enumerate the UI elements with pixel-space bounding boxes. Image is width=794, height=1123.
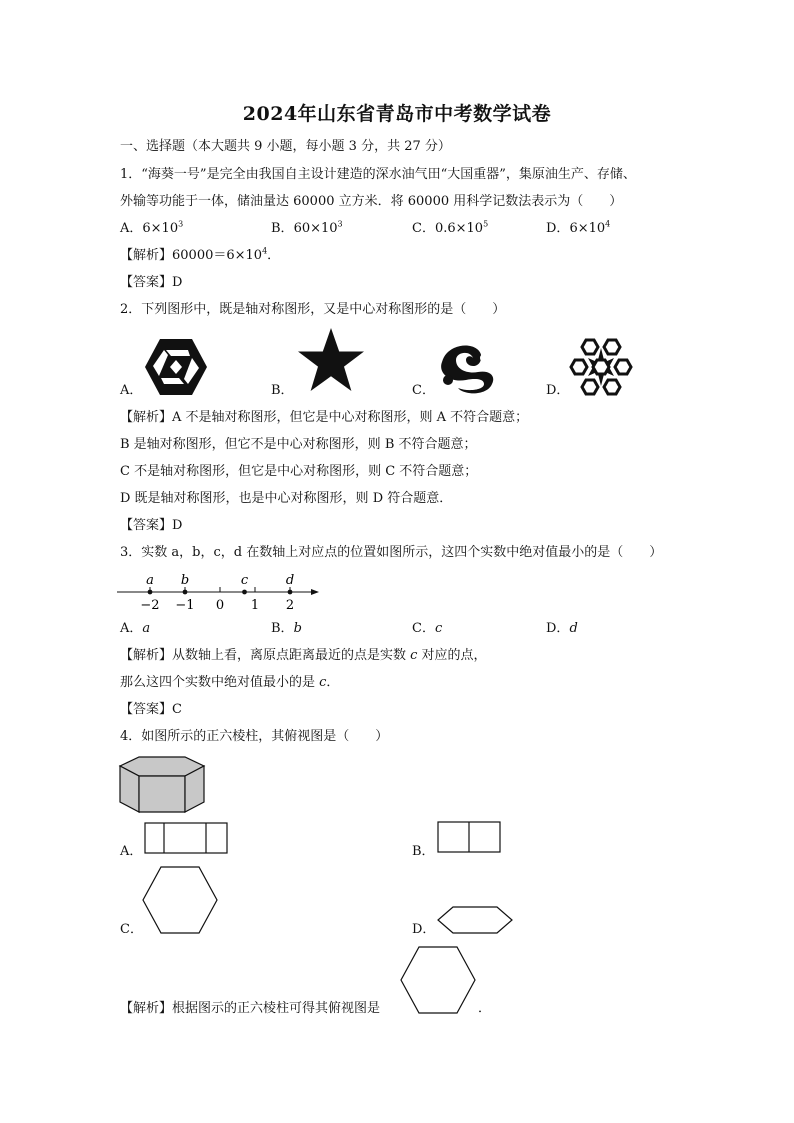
tick-label: 1 bbox=[250, 598, 260, 613]
option-value: 60×10 bbox=[293, 221, 338, 236]
two-rectangles-view bbox=[437, 821, 501, 853]
q4-text: 4．如图所示的正六棱柱，其俯视图是（ ） bbox=[120, 729, 389, 744]
q4-option-d-label: D． bbox=[412, 922, 436, 937]
number-line-point bbox=[288, 590, 293, 595]
point-label: d bbox=[285, 573, 295, 588]
tick-label: 2 bbox=[285, 598, 295, 613]
number-line-point bbox=[242, 590, 247, 595]
q3-option-a bbox=[120, 620, 150, 638]
option-label: D． bbox=[546, 621, 570, 636]
analysis-text: 【解析】从数轴上看，离原点距离最近的点是实数 bbox=[120, 648, 411, 663]
hexagon-swirl-icon bbox=[144, 338, 208, 396]
option-label: D． bbox=[546, 221, 570, 236]
q3-option-d bbox=[546, 620, 578, 638]
hexagon-cluster-icon bbox=[570, 338, 632, 396]
q1-option-c bbox=[412, 220, 488, 238]
option-label: B． bbox=[271, 621, 294, 636]
q2-option-c-label: C． bbox=[412, 383, 435, 398]
option-value: b bbox=[293, 621, 302, 636]
q3-option-c bbox=[412, 620, 442, 638]
analysis-text: 那么这四个实数中绝对值最小的是 bbox=[120, 675, 320, 690]
option-label: C． bbox=[412, 621, 435, 636]
q2-text: 2．下列图形中，既是轴对称图形，又是中心对称图形的是（ ） bbox=[120, 302, 506, 317]
q1-option-b bbox=[271, 220, 343, 238]
q3-text: 3．实数 a，b，c，d 在数轴上对应点的位置如图所示，这四个实数中绝对值最小的是（ ） bbox=[120, 545, 663, 560]
q2-analysis-line1: 【解析】A 不是轴对称图形，但它是中心对称图形，则 A 不符合题意； bbox=[120, 410, 529, 425]
analysis-exponent: 4 bbox=[262, 246, 268, 256]
analysis-end: ． bbox=[267, 248, 281, 263]
q4-analysis bbox=[120, 1000, 380, 1018]
tick-label: −1 bbox=[175, 598, 195, 613]
point-label: a bbox=[146, 573, 154, 588]
star-icon bbox=[296, 327, 366, 393]
section-header: 一、选择题（本大题共 9 小题，每小题 3 分，共 27 分） bbox=[120, 139, 451, 154]
option-value: a bbox=[142, 621, 151, 636]
option-exponent: 3 bbox=[178, 219, 184, 229]
option-exponent: 3 bbox=[337, 219, 343, 229]
q3-option-b bbox=[271, 620, 302, 638]
option-value: d bbox=[569, 621, 578, 636]
tick-label: 0 bbox=[215, 598, 225, 613]
option-value: 6×10 bbox=[142, 221, 179, 236]
q1-analysis bbox=[120, 247, 280, 265]
option-value: 6×10 bbox=[569, 221, 606, 236]
q2-option-b-label: B． bbox=[271, 383, 294, 398]
q2-option-d-label: D． bbox=[546, 383, 570, 398]
swirl-icon bbox=[436, 344, 496, 396]
flat-hexagon-view bbox=[437, 906, 513, 934]
q4-option-a-label: A． bbox=[120, 844, 143, 859]
q3-analysis-line2 bbox=[120, 674, 339, 692]
q3-answer: 【答案】C bbox=[120, 702, 182, 717]
point-label: b bbox=[180, 573, 190, 588]
option-label: B． bbox=[271, 221, 294, 236]
q2-answer: 【答案】D bbox=[120, 518, 183, 533]
q1-text-line1: 1．“海葵一号”是完全由我国自主设计建造的深水油气田“大国重器”，集原油生产、存储、 bbox=[120, 167, 636, 182]
option-label: A． bbox=[120, 221, 143, 236]
analysis-text: ． bbox=[326, 675, 340, 690]
analysis-var: c bbox=[319, 675, 327, 690]
analysis-var: c bbox=[410, 648, 418, 663]
q2-analysis-line2: B 是轴对称图形，但它不是中心对称图形，则 B 不符合题意； bbox=[120, 437, 477, 452]
q1-option-a bbox=[120, 220, 183, 238]
analysis-text: 【解析】60000＝6×10 bbox=[120, 248, 263, 263]
regular-hexagon-view bbox=[142, 866, 218, 934]
option-exponent: 5 bbox=[483, 219, 489, 229]
q3-analysis-line1 bbox=[120, 647, 487, 665]
analysis-text: 对应的点， bbox=[417, 648, 487, 663]
q2-analysis-line3: C 不是轴对称图形，但它是中心对称图形，则 C 不符合题意； bbox=[120, 464, 478, 479]
q4-option-c-label: C． bbox=[120, 922, 143, 937]
option-label: A． bbox=[120, 621, 143, 636]
tick-label: −2 bbox=[140, 598, 160, 613]
three-rectangles-view bbox=[144, 822, 228, 854]
point-label: c bbox=[240, 573, 249, 588]
number-line-point bbox=[148, 590, 153, 595]
q2-option-a-label: A． bbox=[120, 383, 143, 398]
option-label: C． bbox=[412, 221, 435, 236]
q4-analysis-end: ． bbox=[478, 1001, 492, 1016]
page-title: 2024年山东省青岛市中考数学试卷 bbox=[242, 103, 552, 125]
analysis-text: 【解析】根据图示的正六棱柱可得其俯视图是 bbox=[120, 1001, 381, 1016]
analysis-hexagon-view bbox=[400, 946, 476, 1014]
option-exponent: 4 bbox=[605, 219, 611, 229]
q1-option-d bbox=[546, 220, 610, 238]
number-line bbox=[115, 566, 325, 616]
q4-option-b-label: B． bbox=[412, 844, 435, 859]
q1-text-line2: 外输等功能于一体，储油量达 60000 立方米．将 60000 用科学记数法表示为（ ） bbox=[120, 194, 623, 209]
arrow-right-icon bbox=[311, 589, 319, 595]
number-line-point bbox=[183, 590, 188, 595]
hexagonal-prism-figure bbox=[119, 756, 205, 814]
q2-analysis-line4: D 既是轴对称图形，也是中心对称图形，则 D 符合题意． bbox=[120, 491, 453, 506]
option-value: 0.6×10 bbox=[434, 221, 484, 236]
option-value: c bbox=[434, 621, 443, 636]
q1-answer: 【答案】D bbox=[120, 275, 183, 290]
